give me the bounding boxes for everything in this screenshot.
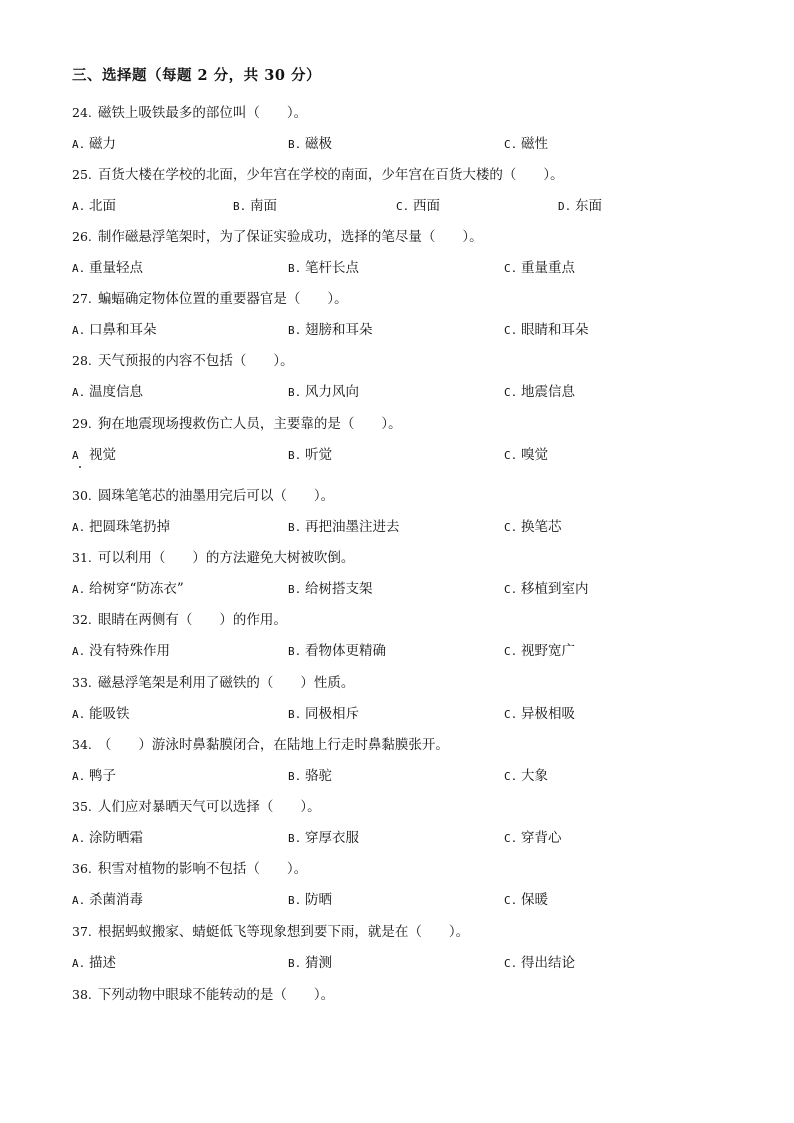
question-number: 30. bbox=[72, 488, 92, 503]
option-text: 东面 bbox=[575, 198, 602, 214]
option-text: 西面 bbox=[413, 198, 440, 214]
option-letter: B. bbox=[288, 386, 302, 399]
option-text: 没有特殊作用 bbox=[89, 643, 170, 659]
option-letter: A. bbox=[72, 957, 86, 970]
question-number: 38. bbox=[72, 987, 92, 1002]
option-letter: A. bbox=[72, 894, 86, 907]
option-text: 重量轻点 bbox=[89, 260, 143, 276]
option-letter: C. bbox=[504, 894, 518, 907]
option-letter: B. bbox=[288, 449, 302, 462]
answer-option[interactable] bbox=[288, 826, 359, 846]
option-letter: A. bbox=[72, 583, 86, 596]
answer-option[interactable] bbox=[72, 888, 143, 908]
question-25 bbox=[72, 163, 564, 183]
question-number: 33. bbox=[72, 675, 92, 690]
answer-option[interactable] bbox=[288, 577, 373, 597]
question-text: 制作磁悬浮笔架时，为了保证实验成功，选择的笔尽量（ ）。 bbox=[97, 229, 483, 245]
question-number: 31. bbox=[72, 550, 92, 565]
question-30 bbox=[72, 484, 334, 504]
option-letter: C. bbox=[504, 449, 518, 462]
option-letter: C. bbox=[504, 262, 518, 275]
option-text: 得出结论 bbox=[521, 955, 575, 971]
option-letter: A. bbox=[72, 770, 86, 783]
option-text: 眼睛和耳朵 bbox=[521, 322, 589, 338]
question-text: 蝙蝠确定物体位置的重要器官是（ ）。 bbox=[97, 291, 348, 307]
option-text: 换笔芯 bbox=[521, 519, 562, 535]
option-letter: C. bbox=[504, 521, 518, 534]
option-letter: C. bbox=[504, 645, 518, 658]
question-28 bbox=[72, 349, 294, 369]
answer-option[interactable] bbox=[504, 577, 589, 597]
option-letter: C. bbox=[504, 138, 518, 151]
option-letter: B. bbox=[288, 770, 302, 783]
question-text: 圆珠笔笔芯的油墨用完后可以（ ）。 bbox=[97, 488, 335, 504]
question-36 bbox=[72, 857, 307, 877]
answer-option[interactable] bbox=[72, 764, 116, 784]
question-text: 磁悬浮笔架是利用了磁铁的（ ）性质。 bbox=[97, 675, 355, 691]
option-letter: B. bbox=[288, 138, 302, 151]
option-text: 异极相吸 bbox=[521, 706, 575, 722]
answer-option[interactable] bbox=[72, 702, 130, 722]
question-text: 可以利用（ ）的方法避免大树被吹倒。 bbox=[97, 550, 355, 566]
question-text: 天气预报的内容不包括（ ）。 bbox=[97, 353, 294, 369]
answer-option[interactable] bbox=[504, 826, 562, 846]
answer-option[interactable] bbox=[72, 194, 116, 214]
option-letter: B. bbox=[288, 957, 302, 970]
option-letter: A. bbox=[72, 521, 86, 534]
question-number: 36. bbox=[72, 861, 92, 876]
answer-option[interactable] bbox=[288, 951, 332, 971]
answer-option[interactable] bbox=[72, 826, 143, 846]
answer-option[interactable] bbox=[72, 951, 116, 971]
option-text: 能吸铁 bbox=[89, 706, 130, 722]
question-number: 35. bbox=[72, 799, 92, 814]
question-text: 磁铁上吸铁最多的部位叫（ ）。 bbox=[97, 105, 308, 121]
option-text: 视觉 bbox=[89, 447, 116, 463]
answer-option[interactable] bbox=[504, 639, 575, 659]
answer-option[interactable] bbox=[504, 380, 575, 400]
answer-option[interactable] bbox=[558, 194, 602, 214]
option-text: 视野宽广 bbox=[521, 643, 575, 659]
question-text: 眼睛在两侧有（ ）的作用。 bbox=[97, 612, 287, 628]
question-32 bbox=[72, 608, 287, 628]
question-33 bbox=[72, 671, 354, 691]
question-24 bbox=[72, 101, 307, 121]
question-number: 34. bbox=[72, 737, 92, 752]
option-letter: B. bbox=[288, 894, 302, 907]
question-27 bbox=[72, 287, 348, 307]
answer-option[interactable] bbox=[72, 318, 157, 338]
option-text: 鸭子 bbox=[89, 768, 116, 784]
option-text: 移植到室内 bbox=[521, 581, 589, 597]
question-number: 28. bbox=[72, 353, 92, 368]
option-text: 温度信息 bbox=[89, 384, 143, 400]
question-35 bbox=[72, 795, 321, 815]
answer-option[interactable] bbox=[288, 639, 386, 659]
question-31 bbox=[72, 546, 354, 566]
question-number: 32. bbox=[72, 612, 92, 627]
answer-option[interactable] bbox=[288, 132, 332, 152]
option-letter: B. bbox=[288, 583, 302, 596]
option-text: 给树穿“防冻衣” bbox=[89, 581, 184, 597]
question-number: 26. bbox=[72, 229, 92, 244]
option-letter: C. bbox=[504, 708, 518, 721]
answer-option[interactable] bbox=[288, 443, 332, 463]
option-text: 涂防晒霜 bbox=[89, 830, 143, 846]
option-letter: A. bbox=[72, 324, 86, 337]
option-text: 防晒 bbox=[305, 892, 332, 908]
question-text: 根据蚂蚁搬家、蜻蜓低飞等现象想到要下雨，就是在（ ）。 bbox=[97, 924, 470, 940]
answer-option[interactable] bbox=[504, 515, 562, 535]
question-number: 37. bbox=[72, 924, 92, 939]
option-text: 同极相斥 bbox=[305, 706, 359, 722]
answer-option[interactable] bbox=[72, 443, 116, 463]
question-26 bbox=[72, 225, 483, 245]
option-letter: A. bbox=[72, 832, 86, 845]
option-text: 笔杆长点 bbox=[305, 260, 359, 276]
answer-option[interactable] bbox=[288, 515, 400, 535]
option-letter: B. bbox=[288, 324, 302, 337]
option-text: 描述 bbox=[89, 955, 116, 971]
option-letter: C. bbox=[504, 832, 518, 845]
option-letter: C. bbox=[504, 386, 518, 399]
option-letter: D. bbox=[558, 200, 572, 213]
option-text: 南面 bbox=[250, 198, 277, 214]
option-text: 保暖 bbox=[521, 892, 548, 908]
option-letter: B. bbox=[288, 521, 302, 534]
answer-option[interactable] bbox=[72, 132, 116, 152]
option-text: 再把油墨注进去 bbox=[305, 519, 400, 535]
option-letter: C. bbox=[396, 200, 410, 213]
option-text: 磁极 bbox=[305, 136, 332, 152]
question-37 bbox=[72, 920, 469, 940]
option-text: 磁力 bbox=[89, 136, 116, 152]
answer-option[interactable] bbox=[288, 256, 359, 276]
option-letter: A. bbox=[72, 138, 86, 151]
answer-option[interactable] bbox=[288, 318, 373, 338]
answer-option[interactable] bbox=[504, 318, 589, 338]
answer-option[interactable] bbox=[288, 764, 332, 784]
option-letter: C. bbox=[504, 957, 518, 970]
answer-option[interactable] bbox=[288, 702, 359, 722]
option-letter: B. bbox=[288, 832, 302, 845]
option-letter: A. bbox=[72, 200, 86, 213]
answer-option[interactable] bbox=[72, 639, 170, 659]
answer-option[interactable] bbox=[504, 256, 575, 276]
option-letter: B. bbox=[233, 200, 247, 213]
option-letter: C. bbox=[504, 770, 518, 783]
question-38 bbox=[72, 983, 334, 1003]
answer-option[interactable] bbox=[72, 515, 170, 535]
question-number: 24. bbox=[72, 105, 92, 120]
option-letter: C. bbox=[504, 583, 518, 596]
option-text: 穿背心 bbox=[521, 830, 562, 846]
question-number: 25. bbox=[72, 167, 92, 182]
option-text: 嗅觉 bbox=[521, 447, 548, 463]
option-letter: B. bbox=[288, 645, 302, 658]
option-text: 听觉 bbox=[305, 447, 332, 463]
question-text: （ ）游泳时鼻黏膜闭合，在陆地上行走时鼻黏膜张开。 bbox=[97, 737, 449, 753]
question-number: 27. bbox=[72, 291, 92, 306]
section-title: 三、选择题（每题 2 分，共 30 分） bbox=[72, 67, 321, 84]
answer-option[interactable] bbox=[288, 888, 332, 908]
question-text: 人们应对暴晒天气可以选择（ ）。 bbox=[97, 799, 321, 815]
option-text: 口鼻和耳朵 bbox=[89, 322, 157, 338]
option-text: 把圆珠笔扔掉 bbox=[89, 519, 170, 535]
option-letter: A. bbox=[72, 262, 86, 275]
answer-option[interactable] bbox=[504, 764, 548, 784]
option-text: 杀菌消毒 bbox=[89, 892, 143, 908]
question-text: 百货大楼在学校的北面，少年宫在学校的南面，少年宫在百货大楼的（ ）。 bbox=[97, 167, 564, 183]
option-text: 猜测 bbox=[305, 955, 332, 971]
answer-option[interactable] bbox=[504, 951, 575, 971]
stray-mark bbox=[79, 466, 81, 468]
option-text: 给树搭支架 bbox=[305, 581, 373, 597]
answer-option[interactable] bbox=[72, 380, 143, 400]
answer-option[interactable] bbox=[72, 256, 143, 276]
option-text: 磁性 bbox=[521, 136, 548, 152]
option-letter: A. bbox=[72, 386, 86, 399]
option-letter: C. bbox=[504, 324, 518, 337]
answer-option[interactable] bbox=[72, 577, 184, 597]
answer-option[interactable] bbox=[504, 443, 548, 463]
question-text: 下列动物中眼球不能转动的是（ ）。 bbox=[97, 987, 335, 1003]
answer-option[interactable] bbox=[504, 888, 548, 908]
option-letter: B. bbox=[288, 262, 302, 275]
answer-option[interactable] bbox=[504, 702, 575, 722]
option-text: 北面 bbox=[89, 198, 116, 214]
option-text: 骆驼 bbox=[305, 768, 332, 784]
option-text: 穿厚衣服 bbox=[305, 830, 359, 846]
question-text: 狗在地震现场搜救伤亡人员，主要靠的是（ ）。 bbox=[97, 416, 402, 432]
option-letter: B. bbox=[288, 708, 302, 721]
question-29 bbox=[72, 412, 402, 432]
option-text: 看物体更精确 bbox=[305, 643, 386, 659]
question-text: 积雪对植物的影响不包括（ ）。 bbox=[97, 861, 308, 877]
question-34 bbox=[72, 733, 449, 753]
option-text: 地震信息 bbox=[521, 384, 575, 400]
option-text: 翅膀和耳朵 bbox=[305, 322, 373, 338]
answer-option[interactable] bbox=[504, 132, 548, 152]
answer-option[interactable] bbox=[288, 380, 359, 400]
option-letter: A. bbox=[72, 708, 86, 721]
answer-option[interactable] bbox=[233, 194, 277, 214]
option-text: 大象 bbox=[521, 768, 548, 784]
option-letter: A. bbox=[72, 645, 86, 658]
option-text: 风力风向 bbox=[305, 384, 359, 400]
option-letter: A bbox=[72, 449, 79, 462]
option-text: 重量重点 bbox=[521, 260, 575, 276]
answer-option[interactable] bbox=[396, 194, 440, 214]
question-number: 29. bbox=[72, 416, 92, 431]
